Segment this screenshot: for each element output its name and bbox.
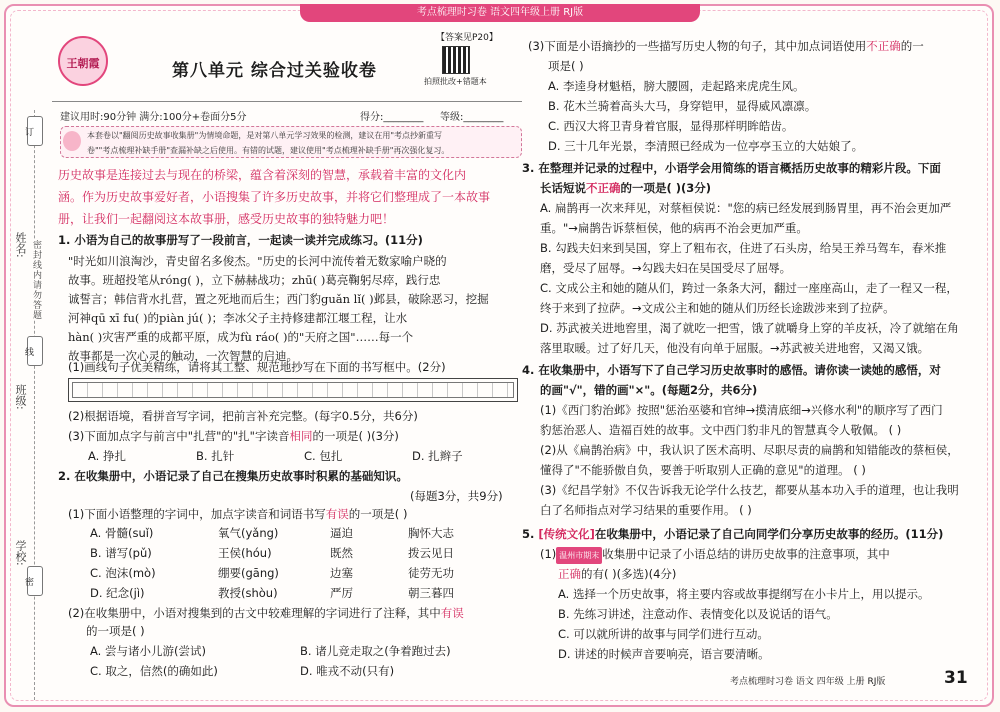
word-cell: 逼迫 bbox=[330, 526, 353, 540]
question-3-title-b bbox=[540, 180, 711, 197]
option-a-cont: 重。"→扁鹊告诉蔡桓侯，他的病再不治会更加严重。 bbox=[540, 221, 808, 235]
writing-box[interactable] bbox=[68, 378, 518, 402]
option-b-cont: 磨，受尽了屈辱。→勾践夫妇在吴国受尽了屈辱。 bbox=[540, 261, 792, 275]
word-cell: 徒劳无功 bbox=[408, 566, 454, 580]
word-cell: 朝三暮四 bbox=[408, 586, 454, 600]
question-2-3 bbox=[528, 38, 924, 55]
q2-3-keyword: 不正确 bbox=[866, 39, 901, 53]
writing-grid bbox=[72, 382, 514, 398]
option-d[interactable]: D. 苏武被关进地窖里，渴了就吃一把雪，饿了就嚼身上穿的羊皮袄，冷了就缩在角 bbox=[540, 321, 959, 335]
option-b[interactable]: B. 先练习讲述，注意动作、表情变化以及说话的语气。 bbox=[558, 607, 838, 621]
lead-paragraph bbox=[58, 164, 522, 230]
question-4-title-b: 的画"√"，错的画"×"。(每题2分，共6分) bbox=[540, 383, 758, 397]
q3-post: 的一项是( )(3分) bbox=[620, 181, 712, 195]
question-1-1: (1)画线句子优美精练，请将其工整、规范地抄写在下面的书写框中。(2分) bbox=[68, 360, 446, 374]
option-d[interactable]: D. 扎辫子 bbox=[412, 449, 463, 463]
q2-3-pre: (3)下面是小语摘抄的一些描写历史人物的句子，其中加点词语使用 bbox=[528, 39, 867, 53]
top-banner: 考点梳理时习卷 语文四年级上册 RJ版 bbox=[300, 4, 700, 22]
source-badge: 温州市期末 bbox=[556, 547, 602, 564]
qr-code-icon[interactable] bbox=[442, 46, 470, 74]
binding-tag-ding: 订 bbox=[27, 116, 43, 146]
question-4-title: 4. 在收集册中，小语写下了自己学习历史故事时的感悟。请你读一读她的感悟，对 bbox=[522, 363, 941, 377]
option-b[interactable]: B. 诸儿竞走取之(争着跑过去) bbox=[300, 644, 451, 658]
q3-pre: 长话短说 bbox=[540, 181, 586, 195]
option-d-cont: 落里取暖。过了好几天，他没有向单于屈服。→苏武被关进地窖，又渴又饿。 bbox=[540, 341, 930, 355]
question-2-score: (每题3分，共9分) bbox=[410, 489, 503, 503]
question-2-2-tail: 的一项是( ) bbox=[86, 624, 145, 638]
judge-item-cont[interactable]: 白了名师指点对学习结果的重要作用。 ( ) bbox=[540, 503, 752, 517]
judge-item: (2)从《扁鹊治病》中，我认识了医术高明、尽职尽责的扁鹊和知错能改的蔡桓侯， bbox=[540, 443, 959, 457]
question-3-title: 3. 在整理并记录的过程中，小语学会用简练的语言概括历史故事的精彩片段。下面 bbox=[522, 161, 941, 175]
q1-3-keyword: 相同 bbox=[289, 429, 313, 443]
option-b[interactable]: B. 扎针 bbox=[196, 449, 235, 463]
option-c[interactable]: C. 取之，信然(的确如此) bbox=[90, 664, 218, 678]
word-cell: 胸怀大志 bbox=[408, 526, 454, 540]
binding-tag-xian: 线 bbox=[27, 336, 43, 366]
question-2-1 bbox=[68, 506, 407, 523]
school-label: 学校: bbox=[14, 540, 27, 566]
q5-1-keyword: 正确 bbox=[558, 567, 581, 581]
q1-3-post: 的一项是( )(3分) bbox=[312, 429, 399, 443]
option-a[interactable]: A. 选择一个历史故事，将主要内容或故事提纲写在小卡片上，用以提示。 bbox=[558, 587, 930, 601]
word-cell: 绷要(gāng) bbox=[218, 566, 279, 580]
lead-line: 涵。作为历史故事爱好者，小语搜集了许多历史故事，并将它们整理成了一本故事 bbox=[58, 190, 491, 204]
binding-tag-mi: 密 bbox=[27, 566, 43, 596]
q5-pre: 5. bbox=[522, 527, 539, 541]
question-2-2 bbox=[68, 605, 464, 622]
word-cell: 王侯(hóu) bbox=[218, 546, 272, 560]
q3-keyword: 不正确 bbox=[586, 181, 621, 195]
preface-line: hàn( )灾害严重的成都平原，成为fù ráo( )的"天府之国"……每一个 bbox=[68, 330, 414, 344]
intro-line-1: 本套卷以"翻阅历史故事收集册"为情境命题，是对第八单元学习效果的检测，建议在用"考点抄新重写 bbox=[87, 131, 443, 140]
class-label: 班级: bbox=[14, 384, 27, 410]
word-cell[interactable]: D. 纪念(jì) bbox=[90, 586, 145, 600]
judge-item-cont[interactable]: 豹惩治恶人、造福百姓的故事。文中西门豹非凡的智慧真令人敬佩。 ( ) bbox=[540, 423, 902, 437]
question-2-3-tail: 项是( ) bbox=[548, 59, 584, 73]
name-label: 姓名: bbox=[14, 232, 27, 258]
question-5-1 bbox=[540, 546, 890, 564]
option-b[interactable]: B. 花木兰骑着高头大马，身穿铠甲，显得威风凛凛。 bbox=[548, 99, 817, 113]
judge-item: (1)《西门豹治邺》按照"惩治巫婆和官绅→摸清底细→兴修水利"的顺序写了西门 bbox=[540, 403, 943, 417]
option-c[interactable]: C. 文成公主和她的随从们，跨过一条条大河，翻过一座座高山，走了一程又一程， bbox=[540, 281, 958, 295]
q5-post: 在收集册中，小语记录了自己向同学们分享历史故事的经历。(11分) bbox=[594, 527, 944, 541]
q2-3-post: 的一 bbox=[900, 39, 924, 53]
unit-title: 第八单元 综合过关验收卷 bbox=[172, 61, 377, 81]
option-c[interactable]: C. 包扎 bbox=[304, 449, 343, 463]
qr-caption: 拍照批改+错题本 bbox=[424, 77, 487, 86]
q5-1-b-post: 的有( )(多选)(4分) bbox=[581, 567, 677, 581]
option-d[interactable]: D. 三十几年光景，李清照已经成为一位亭亭玉立的大姑娘了。 bbox=[548, 139, 864, 153]
option-b[interactable]: B. 勾践夫妇来到吴国，穿上了粗布衣，住进了石头房，给吴王养马驾车，春米推 bbox=[540, 241, 947, 255]
mascot-icon bbox=[63, 131, 81, 151]
logo-text: 王朝霞 bbox=[66, 57, 100, 70]
option-a[interactable]: A. 挣扎 bbox=[88, 449, 126, 463]
word-cell[interactable]: C. 泡沫(mò) bbox=[90, 566, 156, 580]
lead-line: 历史故事是连接过去与现在的桥梁，蕴含着深刻的智慧，承载着丰富的文化内 bbox=[58, 168, 467, 182]
option-a[interactable]: A. 李逵身材魁梧，膀大腰圆，走起路来虎虎生风。 bbox=[548, 79, 805, 93]
answer-tag: 【答案见P20】 bbox=[436, 33, 498, 43]
judge-item: (3)《纪昌学射》不仅告诉我无论学什么技艺，都要从基本功入手的道理，也让我明 bbox=[540, 483, 959, 497]
option-d[interactable]: D. 讲述的时候声音要响亮，语言要清晰。 bbox=[558, 647, 770, 661]
preface-line: "时光如川浪淘沙，青史留名多俊杰。"历史的长河中流传着无数家喻户晓的 bbox=[68, 254, 447, 268]
q2-1-post: 的一项是( ) bbox=[348, 507, 408, 521]
grade-field: 等级:________ bbox=[440, 112, 504, 123]
binding-note: 密封线内请勿答题 bbox=[31, 240, 41, 320]
word-cell[interactable]: B. 谱写(pǔ) bbox=[90, 546, 152, 560]
preface-line: 故事。班超投笔从róng( )，立下赫赫战功；zhū( )葛亮鞠躬尽瘁，践行忠 bbox=[68, 273, 441, 287]
q2-2-pre: (2)在收集册中，小语对搜集到的古文中较难理解的字词进行了注释，其中 bbox=[68, 606, 441, 620]
lead-line: 册，让我们一起翻阅这本故事册，感受历史故事的独特魅力吧！ bbox=[58, 212, 395, 226]
option-c-cont: 终于来到了拉萨。→文成公主和她的随从们历经长途跋涉来到了拉萨。 bbox=[540, 301, 895, 315]
q2-1-pre: (1)下面小语整理的字词中，加点字读音和词语书写 bbox=[68, 507, 326, 521]
q2-1-keyword: 有误 bbox=[325, 507, 349, 521]
word-cell: 严厉 bbox=[330, 586, 353, 600]
word-cell: 拨云见日 bbox=[408, 546, 454, 560]
score-field: 得分:________ bbox=[360, 112, 424, 123]
question-1-title: 1. 小语为自己的故事册写了一段前言，一起读一读并完成练习。(11分) bbox=[58, 233, 423, 247]
option-c[interactable]: C. 可以就所讲的故事与同学们进行互动。 bbox=[558, 627, 769, 641]
word-cell: 教授(shòu) bbox=[218, 586, 278, 600]
option-d[interactable]: D. 唯戎不动(只有) bbox=[300, 664, 395, 678]
word-cell: 边塞 bbox=[330, 566, 353, 580]
intro-line-2: 卷""考点梳理补缺手册"查漏补缺之后使用。有错的试题，建议使用"考点梳理补缺手册"再次强化复习。 bbox=[87, 146, 450, 155]
option-c[interactable]: C. 西汉大将卫青身着官服，显得那样明眸皓齿。 bbox=[548, 119, 794, 133]
q5-1-post: 收集册中记录了小语总结的讲历史故事的注意事项，其中 bbox=[602, 547, 890, 561]
q1-3-pre: (3)下面加点字与前言中"扎营"的"扎"字读音 bbox=[68, 429, 290, 443]
question-1-2: (2)根据语境，看拼音写字词，把前言补充完整。(每字0.5分，共6分) bbox=[68, 409, 418, 423]
option-a[interactable]: A. 尝与诸小儿游(尝试) bbox=[90, 644, 206, 658]
exam-meta: 建议用时:90分钟 满分:100分+卷面分5分 bbox=[60, 112, 247, 123]
q5-tag: [传统文化] bbox=[538, 527, 595, 541]
page-number: 31 bbox=[944, 668, 968, 688]
word-cell[interactable]: A. 骨髓(suǐ) bbox=[90, 526, 154, 540]
q2-2-keyword: 有误 bbox=[440, 606, 464, 620]
question-5-title bbox=[522, 526, 943, 543]
word-cell: 氧气(yǎng) bbox=[218, 526, 279, 540]
intro-box bbox=[60, 126, 522, 158]
preface-line: 故事都是一次心灵的触动，一次智慧的启迪。 bbox=[68, 349, 298, 363]
word-cell: 既然 bbox=[330, 546, 353, 560]
question-1-3 bbox=[68, 428, 399, 445]
preface-line: 河神qū xī fu( )的piàn jú( )；李冰父子主持修建都江堰工程，让水 bbox=[68, 311, 408, 325]
binding-dashed-line bbox=[34, 110, 35, 700]
header-divider bbox=[52, 101, 522, 102]
q5-1-pre: (1) bbox=[540, 547, 557, 561]
judge-item-cont[interactable]: 懂得了"不能骄傲自负，要善于听取别人正确的意见"的道理。 ( ) bbox=[540, 463, 866, 477]
brand-logo bbox=[58, 36, 108, 86]
question-5-1-tail bbox=[558, 566, 676, 583]
option-a[interactable]: A. 扁鹊再一次来拜见，对蔡桓侯说："您的病已经发展到肠胃里，再不治会更加严 bbox=[540, 201, 952, 215]
preface-line: 诚誓言；韩信背水扎营，置之死地而后生；西门豹guǎn lǐ( )邺县，破除恶习，挖掘 bbox=[68, 292, 489, 306]
page-footer: 考点梳理时习卷 语文 四年级 上册 RJ版 bbox=[730, 677, 886, 687]
question-2-title: 2. 在收集册中，小语记录了自己在搜集历史故事时积累的基础知识。 bbox=[58, 469, 408, 483]
